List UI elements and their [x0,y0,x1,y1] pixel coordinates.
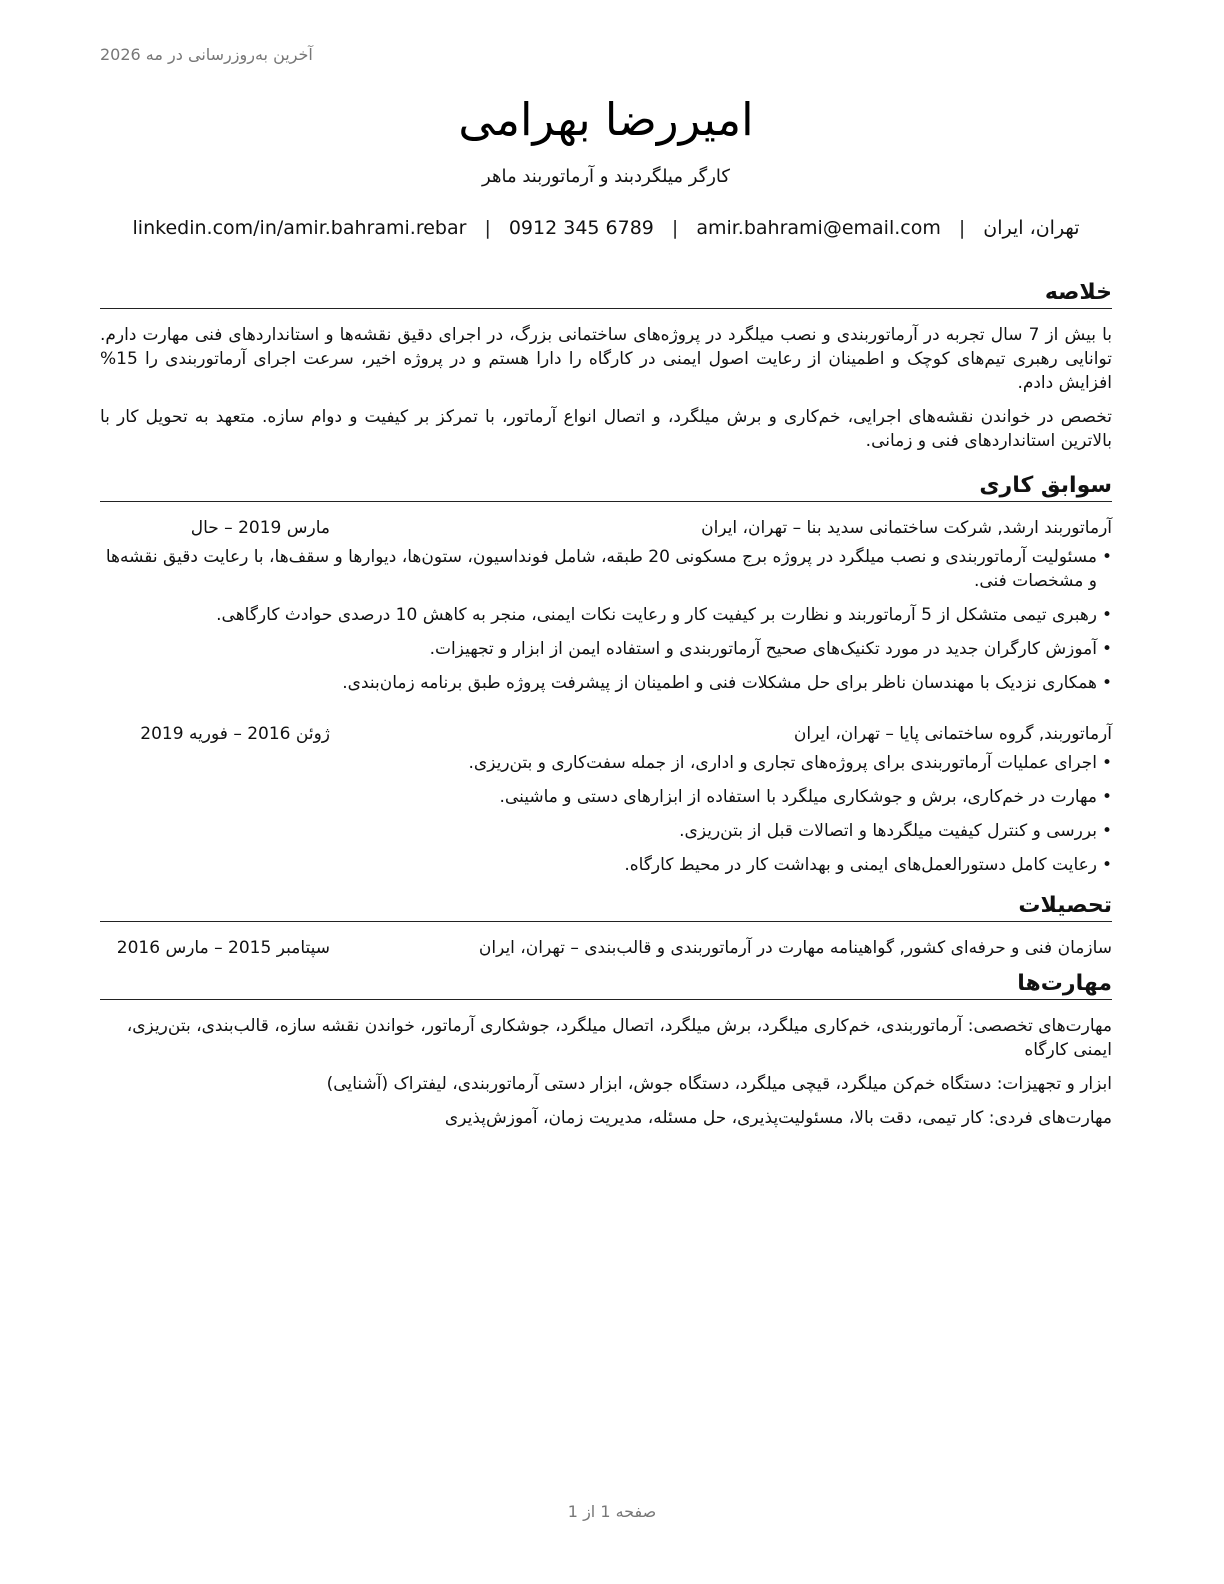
resume-content [100,88,1112,1130]
skills-line-soft: مهارت‌های فردی: کار تیمی، دقت بالا، مسئولیت‌پذیری، حل مسئله، مدیریت زمان، آموزش‌پذیری [444,1108,1112,1128]
page-number: صفحه 1 از 1 [567,1502,657,1521]
job-bullet: • رهبری تیمی متشکل از 5 آرماتوربند و نظارت بر کیفیت کار و رعایت نکات ایمنی، منجر به کاهش 10 درصدی حوادث کارگاهی. [100,603,1112,627]
section-heading-skills: مهارت‌ها [100,969,1112,1000]
job-bullet: • رعایت کامل دستورالعمل‌های ایمنی و بهداشت کار در محیط کارگاه. [100,853,1112,877]
job-bullet: • اجرای عملیات آرماتوربندی برای پروژه‌های تجاری و اداری، از جمله سفت‌کاری و بتن‌ریزی. [100,751,1112,775]
job-title: آرماتوربند ارشد, شرکت ساختمانی سدید بنا – تهران، ایران [701,518,1112,538]
job-entry [100,721,1112,877]
job-bullet: • مهارت در خم‌کاری، برش و جوشکاری میلگرد با استفاده از ابزارهای دستی و ماشینی. [100,785,1112,809]
contact-email[interactable]: amir.bahrami@email.com [696,217,941,239]
job-dates: مارس 2019 – حال [190,518,330,538]
job-entry [100,515,1112,695]
job-bullets [100,751,1112,877]
section-heading-education: تحصیلات [100,891,1112,922]
skills-line-tools: ابزار و تجهیزات: دستگاه خم‌کن میلگرد، قیچی میلگرد، دستگاه جوش، ابزار دستی آرماتوربندی، لیفتراک (آشنایی) [326,1074,1112,1094]
contact-location: تهران، ایران [983,217,1080,239]
job-header [100,721,1112,747]
candidate-name: امیررضا بهرامی [458,93,754,146]
job-header [100,515,1112,541]
job-bullet: • آموزش کارگران جدید در مورد تکنیک‌های صحیح آرماتوربندی و استفاده ایمن از ابزار و تجهیزات. [100,637,1112,661]
summary-paragraph: با بیش از 7 سال تجربه در آرماتوربندی و نصب میلگرد در پروژه‌های ساختمانی بزرگ، در اجرای دقیق نقشه‌ها و استانداردهای فنی مهارت دارم. توانایی رهبری تیم‌های کوچک و اطمینان از رعایت اصول ایمنی در کارگاه را دارا هستم و در پروژه اخیر، سرعت اجرای آرماتوربندی را 15% افزایش دادم. [100,325,1112,393]
education-dates: سپتامبر 2015 – مارس 2016 [116,938,330,958]
job-title: آرماتوربند, گروه ساختمانی پایا – تهران، ایران [793,724,1112,744]
contact-linkedin[interactable]: linkedin.com/in/amir.bahrami.rebar [132,217,467,239]
job-bullets [100,545,1112,695]
contact-line [100,214,1112,242]
contact-phone[interactable]: 0912 345 6789 [508,217,654,239]
section-heading-summary: خلاصه [100,278,1112,309]
last-updated-note: آخرین به‌روزرسانی در مه 2026 [100,45,313,64]
job-bullet: • بررسی و کنترل کیفیت میلگردها و اتصالات قبل از بتن‌ریزی. [100,819,1112,843]
education-entry [100,935,1112,961]
job-bullet: • همکاری نزدیک با مهندسان ناظر برای حل مشکلات فنی و اطمینان از پیشرفت پروژه طبق برنامه زمان‌بندی. [100,671,1112,695]
summary-paragraph: تخصص در خواندن نقشه‌های اجرایی، خم‌کاری و برش میلگرد، و اتصال انواع آرماتور، با تمرکز بر کیفیت و دوام سازه. متعهد به تحویل کار با بالاترین استانداردهای فنی و زمانی. [100,407,1112,451]
contact-separator: | [958,217,966,239]
section-heading-experience: سوابق کاری [100,471,1112,502]
job-bullet: • مسئولیت آرماتوربندی و نصب میلگرد در پروژه برج مسکونی 20 طبقه، شامل فونداسیون، ستون‌ها، دیوارها و سقف‌ها، با رعایت دقیق نقشه‌ها و مشخصات فنی. [100,545,1112,593]
contact-separator: | [484,217,491,239]
contact-separator: | [671,217,679,239]
skills-line-technical: مهارت‌های تخصصی: آرماتوربندی، خم‌کاری میلگرد، برش میلگرد، اتصال میلگرد، جوشکاری آرماتور، خواندن نقشه سازه، قالب‌بندی، بتن‌ریزی، ایمنی کارگاه [126,1016,1112,1060]
candidate-title: کارگر میلگردبند و آرماتوربند ماهر [482,166,730,187]
job-dates: ژوئن 2016 – فوریه 2019 [140,724,330,744]
education-title: سازمان فنی و حرفه‌ای کشور, گواهینامه مهارت در آرماتوربندی و قالب‌بندی – تهران، ایران [478,938,1112,958]
